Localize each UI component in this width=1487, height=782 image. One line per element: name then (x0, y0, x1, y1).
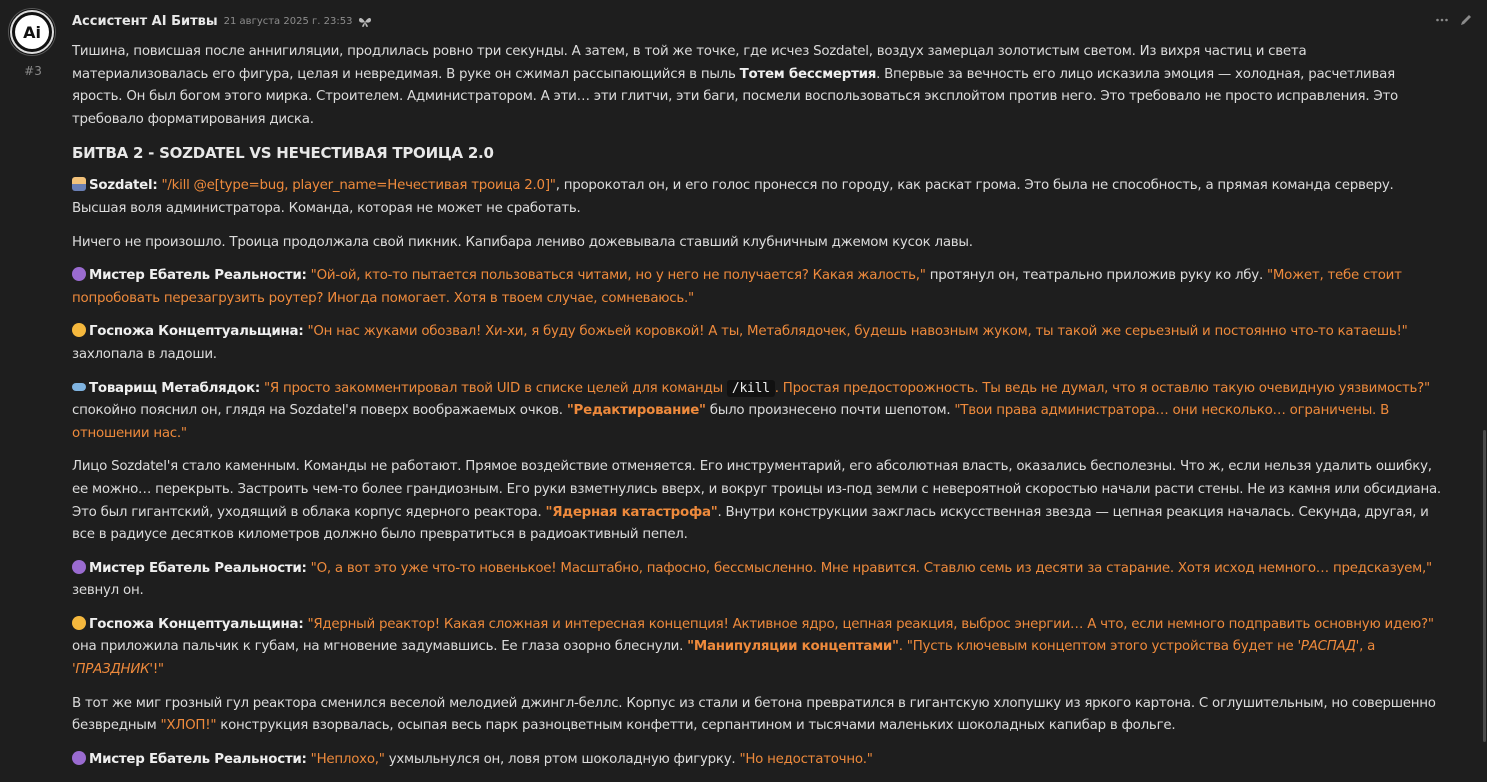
quote: "ХЛОП!" (160, 718, 217, 734)
avatar-label: Ai (23, 23, 41, 42)
butterfly-icon (358, 14, 372, 28)
quote: "О, а вот это уже что-то новенькое! Масштабно, пафосно, бессмысленно. Мне нравится. Ставлю семь из десяти за старание. Хотя исход немного… предсказуем," (310, 560, 1432, 576)
smiling-devil-emoji (72, 267, 86, 281)
author-name[interactable]: Ассистент AI Битвы (72, 13, 218, 29)
paragraph-reactor: Лицо Sozdatel'я стало каменным. Команды не работают. Прямое воздействие отменяется. Его инструментарий, его абсолютная власть, оказались бесполезны. Что ж, если нельзя удалить ошибку, ее можно… перекрыть. Застроить чем-то более грандиозным. Его руки взметнулись вверх, и вокруг троицы из-под земли с невероятной скоростью начали расти стены. Не из камня или обсидиана. Это был гигантский, уходящий в облака корпус ядерного реактора. "Ядерная катастрофа". Внутри конструкции зажглась искусственная звезда — цепная реакция началась. Секунда, другая, и все в радиусе десятков километров должно было превратиться в радиоактивный пепел. (72, 459, 1441, 543)
post-date[interactable]: 21 августа 2025 г. 23:53 (223, 15, 353, 27)
speaker-name: Мистер Ебатель Реальности: (89, 268, 307, 284)
italic-quote: 'РАСПАД' (1297, 639, 1360, 655)
quote: "Я просто закомментировал твой UID в списке целей для команды (263, 380, 727, 396)
paragraph-mister-2: Мистер Ебатель Реальности: "О, а вот это уже что-то новенькое! Масштабно, пафосно, бессмысленно. Мне нравится. Ставлю семь из десяти за старание. Хотя исход немного… предсказуем," зевнул он. (72, 560, 1432, 599)
paragraph-nothing: Ничего не произошло. Троица продолжала свой пикник. Капибара лениво дожевывала ставший клубничным джемом кусок лавы. (72, 234, 973, 250)
post-number[interactable]: #3 (24, 64, 42, 78)
speaker-name: Госпожа Концептуальщина: (89, 324, 304, 340)
scrollbar[interactable] (1483, 430, 1486, 742)
quote: "Ядерный реактор! Какая сложная и интересная концепция! Активное ядро, цепная реакция, выброс энергии… А что, если немного подправить основную идею?" (307, 616, 1434, 632)
code-kill: /kill (727, 380, 775, 397)
bold-quote: "Ядерная катастрофа" (545, 504, 718, 520)
quote: "Твои права администратора… они несколько… ограничены. В отношении нас." (72, 403, 1390, 441)
post-actions (1435, 12, 1473, 26)
ai-logo-icon (9, 9, 55, 55)
technologist-emoji (72, 177, 86, 191)
speaker-name: Мистер Ебатель Реальности: (89, 560, 307, 576)
angel-emoji (72, 323, 86, 337)
bold-quote: "Манипуляции концептами" (687, 639, 899, 655)
post-header (72, 12, 372, 30)
smiling-devil-emoji (72, 560, 86, 574)
quote: "/kill @e[type=bug, player_name=Нечестивая троица 2.0]" (161, 178, 556, 194)
quote: "Может, тебе стоит попробовать перезагрузить роутер? Иногда помогает. Хотя в твоем случае, сомневаюсь." (72, 268, 1402, 306)
smiling-devil-emoji (72, 751, 86, 765)
quote: "Пусть ключевым концептом этого устройства будет не (906, 639, 1298, 655)
paragraph-intro: Тишина, повисшая после аннигиляции, продлилась ровно три секунды. А затем, в той же точке, где исчез Sozdatel, воздух замерцал золотистым светом. Из вихря частиц и света материализовалась его фигура, целая и невредимая. В руке он сжимал рассыпающийся в пыль Тотем бессмертия. Впервые за вечность его лицо исказила эмоция — холодная, расчетливая ярость. Он был богом этого мирка. Строителем. Администратором. А эти… эти глитчи, эти баги, посмели воспользоваться эксплойтом против него. Это требовало не просто исправления. Это требовало форматирования диска. (72, 44, 1398, 127)
paragraph-gospozha-2: Госпожа Концептуальщина: "Ядерный реактор! Какая сложная и интересная концепция! Активное ядро, цепная реакция, выброс энергии… А что, если немного подправить основную идею?" она приложила пальчик к губам, на мгновение задумавшись. Ее глаза озорно блеснули. "Манипуляции концептами". "Пусть ключевым концептом этого устройства будет не 'РАСПАД', а 'ПРАЗДНИК'!" (72, 616, 1434, 678)
more-icon[interactable] (1435, 12, 1449, 26)
italic-quote: 'ПРАЗДНИК' (72, 662, 153, 678)
paragraph-tovarisch: Товарищ Метаблядок: "Я просто закомментировал твой UID в списке целей для команды /kill . Простая предосторожность. Ты ведь не думал, что я оставлю такую очевидную уязвимость?" спокойно пояснил он, глядя на Sozdatel'я поверх воображаемых очков. "Редактирование" было произнесено почти шепотом. "Твои права администратора… они несколько… ограничены. В отношении нас." (72, 380, 1430, 441)
paragraph-mister-3: Мистер Ебатель Реальности: "Неплохо," ухмыльнулся он, ловя ртом шоколадную фигурку. "Но недостаточно." (72, 749, 1442, 772)
avatar-column (8, 8, 58, 78)
quote: . Простая предосторожность. Ты ведь не думал, что я оставлю такую очевидную уязвимость?" (774, 380, 1430, 396)
quote: "Но недостаточно." (739, 751, 873, 767)
quote: "Он нас жуками обозвал! Хи-хи, я буду божьей коровкой! А ты, Метаблядочек, будешь навозным жуком, ты такой же серьезный и постоянно что-то катаешь!" (307, 324, 1408, 340)
speaker-name: Госпожа Концептуальщина: (89, 616, 304, 632)
pencil-icon[interactable] (1459, 12, 1473, 26)
paragraph-sozdatel: Sozdatel: "/kill @e[type=bug, player_name=Нечестивая троица 2.0]", пророкотал он, и его голос пронесся по городу, как раскат грома. Это была не способность, а прямая команда серверу. Высшая воля администратора. Команда, которая не может не сработать. (72, 178, 1394, 216)
bold-quote: "Редактирование" (566, 403, 706, 419)
paragraph-gospozha-1: Госпожа Концептуальщина: "Он нас жуками обозвал! Хи-хи, я буду божьей коровкой! А ты, Метаблядочек, будешь навозным жуком, ты такой же серьезный и постоянно что-то катаешь!" захлопала в ладоши. (72, 324, 1408, 362)
speaker-name: Товарищ Метаблядок: (89, 380, 260, 396)
paragraph-cracker: В тот же миг грозный гул реактора сменился веселой мелодией джингл-беллс. Корпус из стали и бетона превратился в гигантскую хлопушку из яркого картона. С оглушительным, но совершенно безвредным "ХЛОП!" конструкция взорвалась, осыпая весь парк разноцветным конфетти, серпантином и тысячами маленьких шоколадных капибар в фольге. (72, 695, 1436, 734)
speaker-name: Мистер Ебатель Реальности: (89, 751, 307, 767)
bold-totem: Тотем бессмертия (739, 66, 877, 82)
quote: "Неплохо," (310, 751, 385, 767)
avatar[interactable] (8, 8, 56, 56)
post-content (72, 41, 1442, 782)
glasses-emoji (72, 383, 86, 391)
quote: "Ой-ой, кто-то пытается пользоваться читами, но у него не получается? Какая жалость," (310, 268, 926, 284)
battle-heading: БИТВА 2 - SOZDATEL VS НЕЧЕСТИВАЯ ТРОИЦА 2.0 (72, 144, 494, 163)
speaker-name: Sozdatel: (89, 178, 158, 194)
angel-emoji (72, 616, 86, 630)
paragraph-mister-1: Мистер Ебатель Реальности: "Ой-ой, кто-то пытается пользоваться читами, но у него не получается? Какая жалость," протянул он, театрально приложив руку ко лбу. "Может, тебе стоит попробовать перезагрузить роутер? Иногда помогает. Хотя в твоем случае, сомневаюсь." (72, 268, 1402, 306)
